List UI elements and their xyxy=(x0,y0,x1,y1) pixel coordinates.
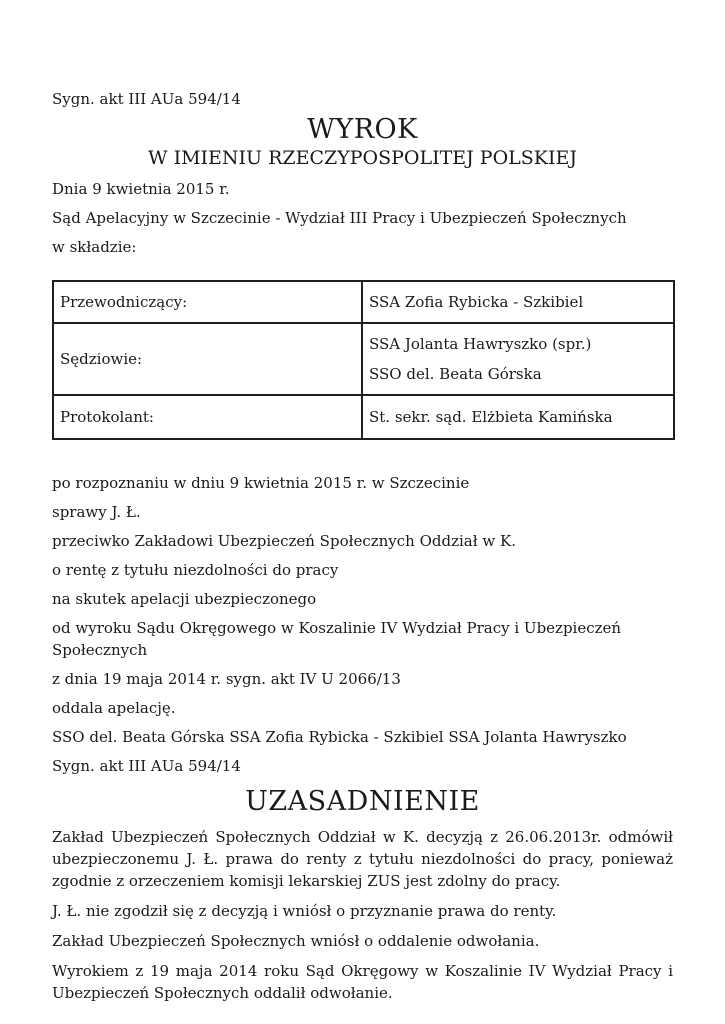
row-value-line: SSA Zofia Rybicka - Szkibiel xyxy=(369,293,584,311)
panel-table xyxy=(52,280,675,440)
judgment-body xyxy=(52,472,673,777)
body-line: od wyroku Sądu Okręgowego w Koszalinie IV Wydział Pracy i Ubezpieczeń Społecznych xyxy=(52,619,622,659)
row-value xyxy=(362,323,674,395)
body-line: na skutek apelacji ubezpieczonego xyxy=(52,590,317,608)
row-value xyxy=(362,395,674,439)
row-label: Przewodniczący: xyxy=(53,281,362,323)
court-line: Sąd Apelacyjny w Szczecinie - Wydział III Pracy i Ubezpieczeń Społecznych xyxy=(52,209,627,227)
reasoning-paragraph: Wyrokiem z 19 maja 2014 roku Sąd Okręgowy w Koszalinie IV Wydział Pracy i Ubezpieczeń Społecznych oddalił odwołanie. xyxy=(52,962,673,1002)
reasoning-paragraph: Zakład Ubezpieczeń Społecznych wniósł o oddalenie odwołania. xyxy=(52,932,540,950)
case-number-top: Sygn. akt III AUa 594/14 xyxy=(52,90,241,108)
reasoning-section xyxy=(52,826,673,1004)
body-line: o rentę z tytułu niezdolności do pracy xyxy=(52,561,339,579)
row-value-line: SSO del. Beata Górska xyxy=(369,365,542,383)
judgment-subtitle: W IMIENIU RZECZYPOSPOLITEJ POLSKIEJ xyxy=(148,147,577,169)
reasoning-paragraph: Zakład Ubezpieczeń Społecznych Oddział w K. decyzją z 26.06.2013r. odmówił ubezpieczonemu J. Ł. prawa do renty z tytułu niezdolności do pracy, ponieważ zgodnie z orzeczeniem komisji lekarskiej ZUS jest zdolny do pracy. xyxy=(52,828,673,890)
table-row xyxy=(53,395,674,439)
row-label: Protokolant: xyxy=(53,395,362,439)
date-line: Dnia 9 kwietnia 2015 r. xyxy=(52,180,230,198)
body-line: Sygn. akt III AUa 594/14 xyxy=(52,757,241,775)
row-value-line: St. sekr. sąd. Elżbieta Kamińska xyxy=(369,408,613,426)
body-line: z dnia 19 maja 2014 r. sygn. akt IV U 2066/13 xyxy=(52,670,401,688)
table-row xyxy=(53,323,674,395)
composition-line: w składzie: xyxy=(52,238,137,256)
row-value xyxy=(362,281,674,323)
body-line: SSO del. Beata Górska SSA Zofia Rybicka - Szkibiel SSA Jolanta Hawryszko xyxy=(52,728,627,746)
row-value-line: SSA Jolanta Hawryszko (spr.) xyxy=(369,335,592,353)
body-line: oddala apelację. xyxy=(52,699,176,717)
row-label: Sędziowie: xyxy=(53,323,362,395)
body-line: sprawy J. Ł. xyxy=(52,503,141,521)
section-title-uzasadnienie: UZASADNIENIE xyxy=(245,786,480,817)
reasoning-paragraph: J. Ł. nie zgodził się z decyzją i wniósł o przyznanie prawa do renty. xyxy=(52,902,557,920)
body-line: po rozpoznaniu w dniu 9 kwietnia 2015 r. w Szczecinie xyxy=(52,474,470,492)
body-line: przeciwko Zakładowi Ubezpieczeń Społecznych Oddział w K. xyxy=(52,532,516,550)
table-row xyxy=(53,281,674,323)
judgment-title: WYROK xyxy=(307,114,418,145)
